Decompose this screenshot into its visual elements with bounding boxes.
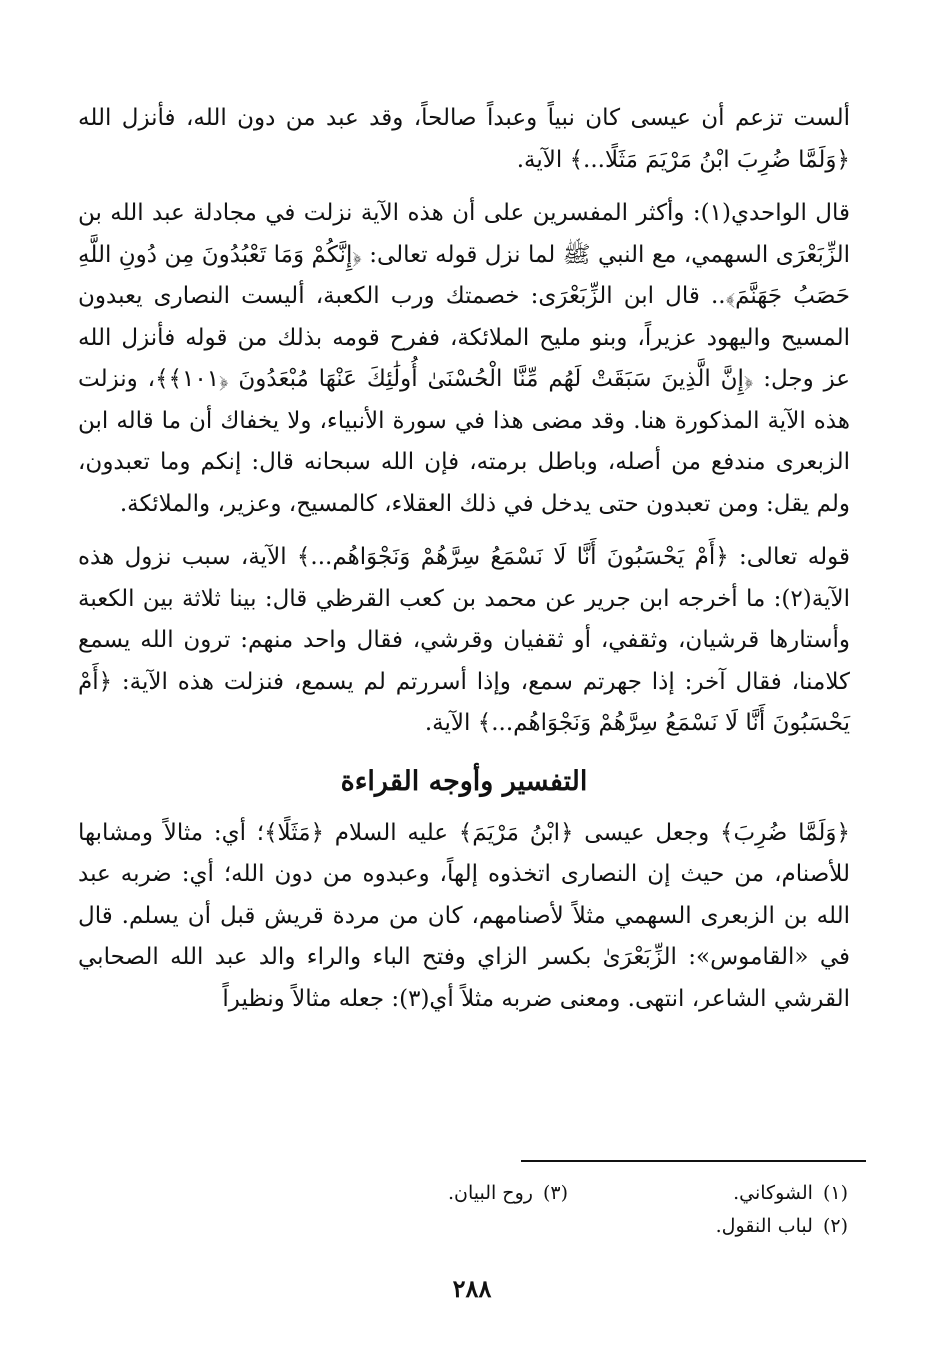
paragraph-3: قوله تعالى: ﴿أَمْ يَحْسَبُونَ أَنَّا لَا نَسْمَعُ سِرَّهُمْ وَنَجْوَاهُم...﴾ الآية، سبب نزول هذه الآية(٢): ما أخرجه ابن جرير عن محمد بن كعب القرظي قال: بينا ثلاثة بين الكعبة وأستارها قرشيان، وثقفي، أو ثقفيان وقرشي، فقال واحد منهم: ترون الله يسمع كلامنا، فقال آخر: إذا جهرتم سمع، وإذا أسررتم لم يسمع، فنزلت هذه الآية: ﴿أَمْ يَحْسَبُونَ أَنَّا لَا نَسْمَعُ سِرَّهُمْ وَنَجْوَاهُم...﴾ الآية.: [78, 544, 850, 736]
paragraph-1: ألست تزعم أن عيسى كان نبياً وعبداً صالحاً، وقد عبد من دون الله، فأنزل الله ﴿وَلَمَّا ضُرِبَ ابْنُ مَرْيَمَ مَثَلًا...﴾ الآية.: [78, 105, 850, 173]
paragraph-2: قال الواحدي(١): وأكثر المفسرين على أن هذه الآية نزلت في مجادلة عبد الله بن الزِّبَعْرَى السهمي، مع النبي ﷺ لما نزل قوله تعالى: ﴿إِنَّكُمْ وَمَا تَعْبُدُونَ مِن دُونِ اللَّهِ حَصَبُ جَهَنَّمَ﴾.. قال ابن الزِّبَعْرَى: خصمتك ورب الكعبة، أليست النصارى يعبدون المسيح واليهود عزيراً، وبنو مليح الملائكة، ففرح قومه بذلك من قوله فأنزل الله عز وجل: ﴿إِنَّ الَّذِينَ سَبَقَتْ لَهُم مِّنَّا الْحُسْنَىٰ أُولَٰئِكَ عَنْهَا مُبْعَدُونَ ﴿١٠١﴾﴾، ونزلت هذه الآية المذكورة هنا. وقد مضى هذا في سورة الأنبياء، ولا يخفاك أن ما قاله ابن الزبعرى مندفع من أصله، وباطل برمته، فإن الله سبحانه قال: إنكم وما تعبدون، ولم يقل: ومن تعبدون حتى يدخل في ذلك العقلاء، كالمسيح، وعزير، والملائكة.: [78, 200, 850, 517]
footnote-2-text: لباب النقول.: [715, 1215, 813, 1237]
footnote-row-2: [288, 1210, 848, 1243]
tafsir-paragraph: ﴿وَلَمَّا ضُرِبَ﴾ وجعل عيسى ﴿ابْنُ مَرْيَمَ﴾ عليه السلام ﴿مَثَلًا﴾؛ أي: مثالاً ومشابها للأصنام، من حيث إن النصارى اتخذوه إلهاً، وعبدوه من دون الله؛ أي: ضربه عبد الله بن الزبعرى السهمي مثلاً لأصنامهم، كان من مردة قريش قبل أن يسلم. قال في «القاموس»: الزِّبَعْرَىٰ بكسر الزاي وفتح الباء والراء والد عبد الله الصحابي القرشي الشاعر، انتهى. ومعنى ضربه مثلاً أي(٣): جعله مثالاً ونظيراً: [78, 819, 850, 1012]
footnote-row-1: [288, 1177, 848, 1210]
footnote-2-number: (٢): [822, 1215, 848, 1237]
page-number: ٢٨٨: [452, 1274, 492, 1303]
page-body: [78, 98, 850, 1020]
footnotes: [288, 1177, 848, 1243]
footnote-2: [568, 1210, 848, 1243]
footnote-divider: [521, 1160, 866, 1162]
footnote-3: [288, 1177, 568, 1210]
footnote-1-number: (١): [822, 1182, 848, 1204]
footnote-3-text: روح البيان.: [447, 1182, 533, 1204]
section-heading: التفسير وأوجه القراءة: [340, 765, 588, 797]
footnote-1: [568, 1177, 848, 1210]
footnote-3-number: (٣): [542, 1182, 568, 1204]
footnote-1-text: الشوكاني.: [733, 1182, 813, 1204]
